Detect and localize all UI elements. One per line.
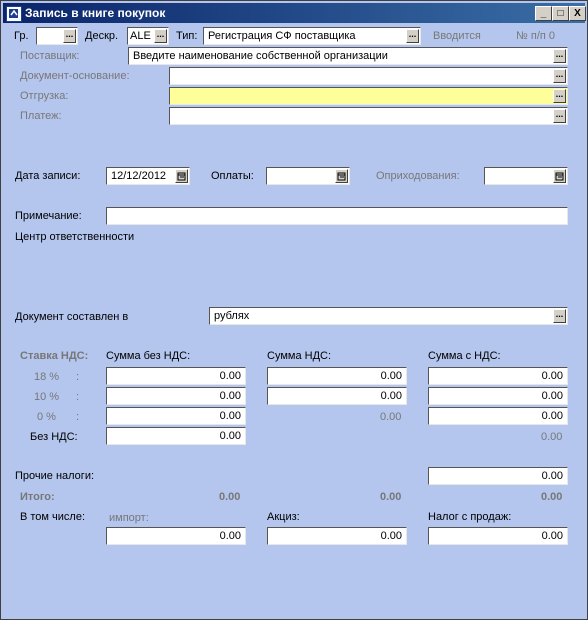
currency-browse-button[interactable]: ... <box>553 309 566 323</box>
note-label: Примечание: <box>15 210 82 222</box>
amount-without-vat-0[interactable]: 0.00 <box>106 407 246 425</box>
currency-field[interactable] <box>209 307 568 325</box>
payments-date-field[interactable] <box>266 167 350 185</box>
supplier-field[interactable] <box>128 47 568 65</box>
vat-rate-0: 0 % <box>37 411 56 423</box>
type-browse-button[interactable]: ... <box>406 29 419 43</box>
col-header-with-vat: Сумма с НДС: <box>428 350 501 362</box>
vat-rate-header: Ставка НДС: <box>20 350 89 362</box>
descr-label: Дескр. <box>85 30 119 42</box>
group-browse-button[interactable]: ... <box>63 29 76 43</box>
payment-browse-button[interactable]: ... <box>553 109 566 123</box>
vat-rate-18-colon: : <box>76 371 80 383</box>
record-date-label: Дата записи: <box>15 170 81 182</box>
shipment-label: Отгрузка: <box>20 90 69 102</box>
including-label: В том числе: <box>20 511 86 523</box>
window-title: Запись в книге покупок <box>25 6 166 20</box>
vat-amount-10[interactable]: 0.00 <box>267 387 407 405</box>
total-without-vat: 0.00 <box>219 491 241 503</box>
shipment-field[interactable] <box>169 87 568 105</box>
responsibility-center-label: Центр ответственности <box>15 231 135 243</box>
basis-doc-browse-button[interactable]: ... <box>553 69 566 83</box>
payment-label: Платеж: <box>20 110 62 122</box>
minimize-button[interactable]: _ <box>535 6 552 21</box>
payments-date-label: Оплаты: <box>211 170 254 182</box>
supplier-label: Поставщик: <box>20 50 80 62</box>
amount-with-vat-no-vat: 0.00 <box>541 431 563 443</box>
title-bar[interactable] <box>3 3 585 23</box>
vat-rate-10: 10 % <box>34 391 60 403</box>
record-number: № п/п 0 <box>516 30 555 42</box>
amount-with-vat-10[interactable]: 0.00 <box>428 387 568 405</box>
record-date-field[interactable] <box>106 167 190 185</box>
other-taxes-label: Прочие налоги: <box>15 470 95 482</box>
amount-without-vat-10[interactable]: 0.00 <box>106 387 246 405</box>
descr-field[interactable] <box>127 27 169 45</box>
col-header-without-vat: Сумма без НДС: <box>106 350 191 362</box>
amount-with-vat-18[interactable]: 0.00 <box>428 367 568 385</box>
record-date-value: 12/12/2012 <box>111 170 167 182</box>
excise-field[interactable]: 0.00 <box>267 527 407 545</box>
total-label: Итого: <box>20 491 55 503</box>
basis-doc-label: Документ-основание: <box>20 70 130 82</box>
amount-with-vat-0[interactable]: 0.00 <box>428 407 568 425</box>
amount-without-vat-18[interactable]: 0.00 <box>106 367 246 385</box>
vat-rate-10-colon: : <box>76 391 80 403</box>
type-value: Регистрация СФ поставщика <box>208 30 356 42</box>
status-text: Вводится <box>433 30 481 42</box>
import-field[interactable]: 0.00 <box>106 527 246 545</box>
app-icon <box>6 6 22 22</box>
col-header-vat: Сумма НДС: <box>267 350 332 362</box>
vat-rate-0-colon: : <box>76 411 80 423</box>
group-field[interactable] <box>36 27 78 45</box>
total-vat: 0.00 <box>380 491 402 503</box>
receipt-date-field[interactable] <box>484 167 568 185</box>
vat-rate-18: 18 % <box>34 371 60 383</box>
currency-value: рублях <box>214 310 250 322</box>
vat-amount-0: 0.00 <box>380 411 402 423</box>
calendar-icon[interactable] <box>553 169 566 183</box>
sales-tax-label: Налог с продаж: <box>428 511 512 523</box>
no-vat-label: Без НДС: <box>30 431 78 443</box>
currency-label: Документ составлен в <box>15 311 129 323</box>
sales-tax-field[interactable]: 0.00 <box>428 527 568 545</box>
calendar-icon[interactable] <box>175 169 188 183</box>
vat-amount-18[interactable]: 0.00 <box>267 367 407 385</box>
type-label: Тип: <box>176 30 198 42</box>
payment-field[interactable] <box>169 107 568 125</box>
import-label: импорт: <box>109 512 149 524</box>
descr-value: ALE <box>130 30 151 42</box>
note-field[interactable] <box>106 207 568 225</box>
supplier-value: Введите наименование собственной организации <box>133 50 388 62</box>
excise-label: Акциз: <box>267 511 300 523</box>
other-taxes-field[interactable]: 0.00 <box>428 467 568 485</box>
maximize-button[interactable]: □ <box>552 6 569 21</box>
descr-browse-button[interactable]: ... <box>154 29 167 43</box>
shipment-browse-button[interactable]: ... <box>553 89 566 103</box>
close-button[interactable]: X <box>569 6 586 21</box>
receipt-date-label: Оприходования: <box>376 170 460 182</box>
type-field[interactable] <box>203 27 421 45</box>
amount-no-vat[interactable]: 0.00 <box>106 427 246 445</box>
basis-doc-field[interactable] <box>169 67 568 85</box>
calendar-icon[interactable] <box>335 169 348 183</box>
group-label: Гр. <box>14 30 29 42</box>
supplier-browse-button[interactable]: ... <box>553 49 566 63</box>
total-with-vat: 0.00 <box>541 491 563 503</box>
